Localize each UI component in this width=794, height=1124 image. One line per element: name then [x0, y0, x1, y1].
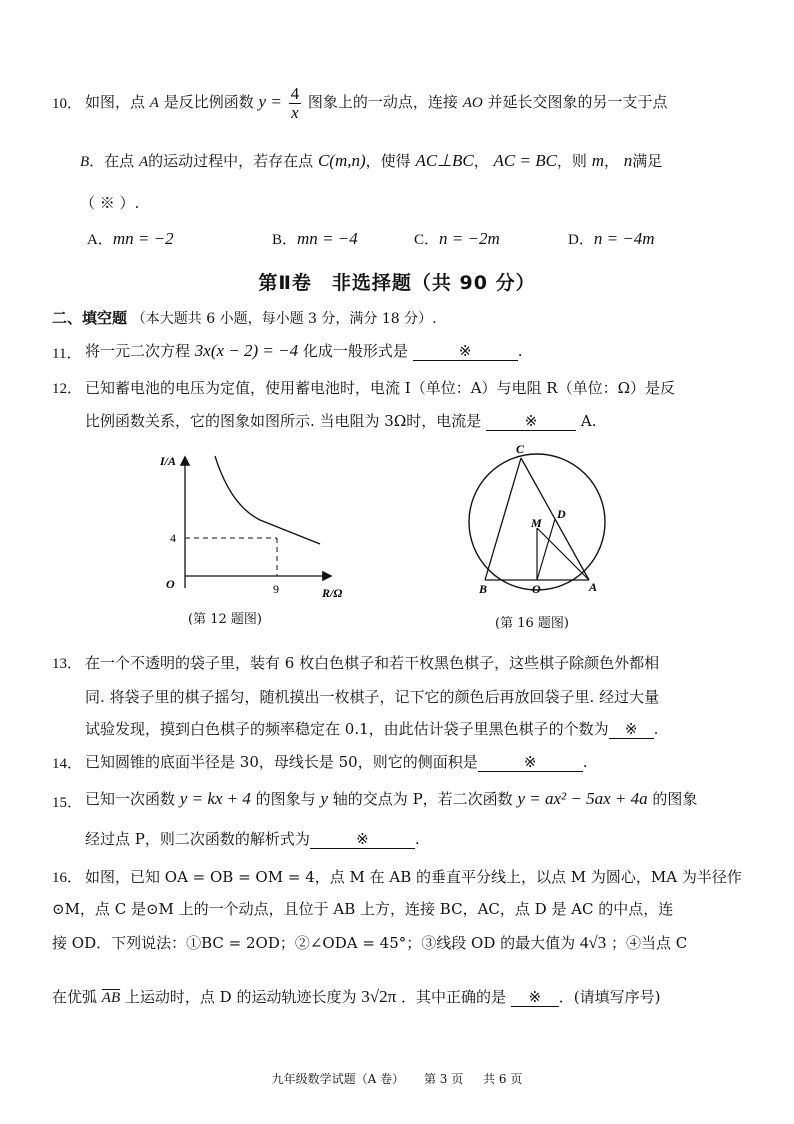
q15-line2: 经过点 P，则二次函数的解析式为 ※ . — [85, 830, 420, 848]
q13-line3: 试验发现，摸到白色棋子的频率稳定在 0.1，由此估计袋子里黑色棋子的个数为 ※ . — [85, 720, 659, 738]
q10-line2: B．在点 A的运动过程中，若存在点 C(m,n)，使得 AC⊥BC， AC = BC，则 m， n满足 — [80, 151, 663, 170]
y-axis-label: I/A — [160, 454, 177, 468]
q16-line2: ⊙M，点 C 是⊙M 上的一个动点，且位于 AB 上方，连接 BC，AC，点 D 是 AC 的中点，连 — [52, 900, 674, 918]
q15-line1: 已知一次函数 y = kx + 4 的图象与 y 轴的交点为 P，若二次函数 y = ax² − 5ax + 4a 的图象 — [85, 789, 698, 808]
q10-option-a: A．mn = −2 — [87, 229, 174, 248]
label-d: D — [557, 507, 566, 521]
figure-16-caption: (第 16 题图) — [495, 616, 569, 631]
arc-ab: $\overline{AB}$ — [101, 990, 121, 1006]
fraction-4-over-x: $\frac{4}{x}$ — [290, 83, 300, 122]
q13-answer-blank[interactable]: ※ — [609, 720, 654, 739]
q16-number: 16． — [52, 870, 83, 886]
q16-answer-blank[interactable]: ※ — [511, 988, 559, 1007]
q15-answer-blank[interactable]: ※ — [310, 830, 415, 849]
origin-label: O — [166, 577, 175, 591]
footer-total: 共 6 页 — [483, 1072, 523, 1086]
q12-number: 12． — [52, 381, 83, 397]
footer-page: 第 3 页 — [423, 1072, 464, 1086]
label-c: C — [516, 442, 525, 456]
label-a: A — [589, 580, 598, 594]
q14-text: 已知圆锥的底面半径是 30，母线长是 50，则它的侧面积是 ※ . — [85, 753, 588, 771]
q16-max-value: 4√3 — [579, 933, 607, 952]
q12-line2: 比例函数关系，它的图象如图所示. 当电阻为 3Ω时，电流是 ※ A. — [85, 412, 597, 430]
q10-line3: （ ※ ）. — [80, 194, 140, 212]
part2-heading: 二、填空题 （本大题共 6 小题，每小题 3 分，满分 18 分）. — [52, 309, 437, 327]
q16-line4: 在优弧 $\overline{AB}$ 上运动时，点 D 的运动轨迹长度为 3√2π ．其中正确的是 ※ ．(请填写序号) — [52, 987, 661, 1006]
figure-12-caption: (第 12 题图) — [188, 612, 262, 627]
q10-option-b: B．mn = −4 — [272, 229, 358, 248]
y-tick-4: 4 — [170, 531, 176, 545]
q12-line1: 已知蓄电池的电压为定值，使用蓄电池时，电流 I（单位：A）与电阻 R（单位：Ω）是反 — [85, 379, 676, 397]
q13-number: 13． — [52, 656, 83, 672]
label-o: O — [532, 582, 541, 596]
footer-title: 九年级数学试题（A 卷） — [271, 1072, 405, 1086]
q10-option-d: D．n = −4m — [568, 229, 655, 248]
q14-number: 14． — [52, 756, 83, 772]
label-b: B — [479, 582, 488, 596]
q10-option-c: C．n = −2m — [414, 229, 500, 248]
x-axis-label: R/Ω — [322, 586, 343, 600]
figure-12-graph — [150, 448, 350, 633]
q11-number: 11． — [52, 346, 82, 362]
page-footer — [0, 1070, 794, 1087]
q16-line3: 接 OD．下列说法：①BC = 2OD；②∠ODA = 45°；③线段 OD 的最大值为 4√3 ；④当点 C — [52, 933, 688, 952]
q11-text: 将一元二次方程 3x(x − 2) = −4 化成一般形式是 ※ . — [85, 341, 523, 360]
q16-line1: 如图，已知 OA = OB = OM = 4，点 M 在 AB 的垂直平分线上，以点 M 为圆心，MA 为半径作 — [85, 868, 742, 886]
label-m: M — [531, 516, 542, 530]
q13-line1: 在一个不透明的袋子里，装有 6 枚白色棋子和若干枚黑色棋子，这些棋子除颜色外都相 — [85, 654, 660, 672]
inverse-curve — [215, 456, 320, 544]
q16-trajectory-length: 3√2π — [361, 987, 397, 1006]
q10-number: 10． — [52, 96, 83, 112]
q14-answer-blank[interactable]: ※ — [478, 753, 583, 772]
q15-number: 15． — [52, 795, 83, 811]
q11-answer-blank[interactable]: ※ — [413, 342, 518, 361]
x-tick-9: 9 — [273, 582, 279, 596]
segment-bc — [485, 458, 521, 580]
figure-16-circle — [465, 440, 615, 610]
q13-line2: 同. 将袋子里的棋子摇匀，随机摸出一枚棋子，记下它的颜色后再放回袋子里. 经过大量 — [85, 688, 660, 706]
q12-answer-blank[interactable]: ※ — [486, 412, 576, 431]
q10-line1: 如图，点 A 是反比例函数 y = $\frac{4}{x}$ 图象上的一动点，连接 AO 并延长交图象的另一支于点 — [85, 83, 668, 122]
section-title: 第Ⅱ卷 非选择题（共 90 分） — [258, 272, 536, 294]
